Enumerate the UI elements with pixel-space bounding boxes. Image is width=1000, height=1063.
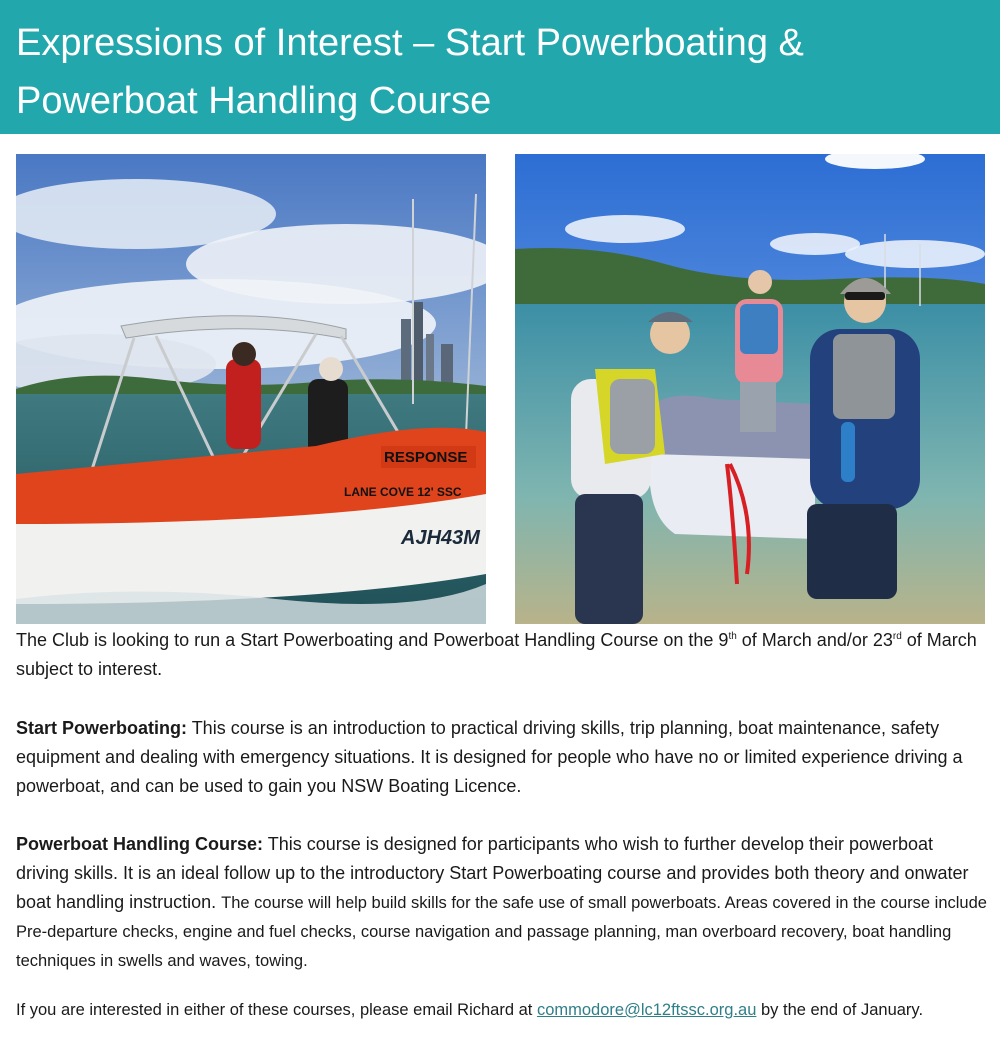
start-powerboating-body: This course is an introduction to practical driving skills, trip planning, boat maintenance, safety equipment and dealing with emergency situations. It is designed for people who have no or limited experience driving a powerboat, and can be used to gain you NSW Boating Licence. — [16, 718, 963, 796]
boat-sign-response: RESPONSE — [384, 449, 468, 466]
handling-course-section — [16, 830, 991, 975]
page-title: Expressions of Interest – Start Powerboating & Powerboat Handling Course — [16, 22, 804, 122]
contact-paragraph — [16, 997, 991, 1024]
boat-hull-registration: AJH43M — [401, 527, 480, 549]
handling-course-heading: Powerboat Handling Course: — [16, 834, 264, 854]
contact-text-b: by the end of January. — [756, 1001, 924, 1019]
intro-sup-th: th — [728, 631, 737, 642]
contact-text-a: If you are interested in either of these courses, please email Richard at — [16, 1001, 537, 1019]
header-banner — [0, 0, 1000, 134]
start-powerboating-heading: Start Powerboating: — [16, 718, 188, 738]
intro-text-a: The Club is looking to run a Start Powerboating and Powerboat Handling Course on the 9 — [16, 630, 729, 650]
intro-text-c: of March subject to interest. — [16, 630, 977, 679]
start-powerboating-section — [16, 714, 991, 801]
intro-sup-rd: rd — [892, 631, 902, 642]
intro-text-b: of March and/or 23 — [736, 630, 893, 650]
participants-photo — [515, 154, 985, 624]
handling-course-body-small: The course will help build skills for the safe use of small powerboats. Areas covered in the course include Pre-departure checks, engine and fuel checks, course navigation and passage planning, man overboard recovery, boat handling techniques in swells and waves, towing. — [16, 894, 987, 970]
boat-sign-club: LANE COVE 12' SSC — [344, 485, 462, 499]
email-link[interactable]: commodore@lc12ftssc.org.au — [536, 1001, 757, 1019]
intro-paragraph — [16, 626, 991, 684]
handling-course-body: This course is designed for participants who wish to further develop their powerboat driving skills. It is an ideal follow up to the introductory Start Powerboating course and provides both theory and onwater boat handling instruction. — [16, 834, 969, 912]
response-boat-photo — [16, 154, 486, 624]
